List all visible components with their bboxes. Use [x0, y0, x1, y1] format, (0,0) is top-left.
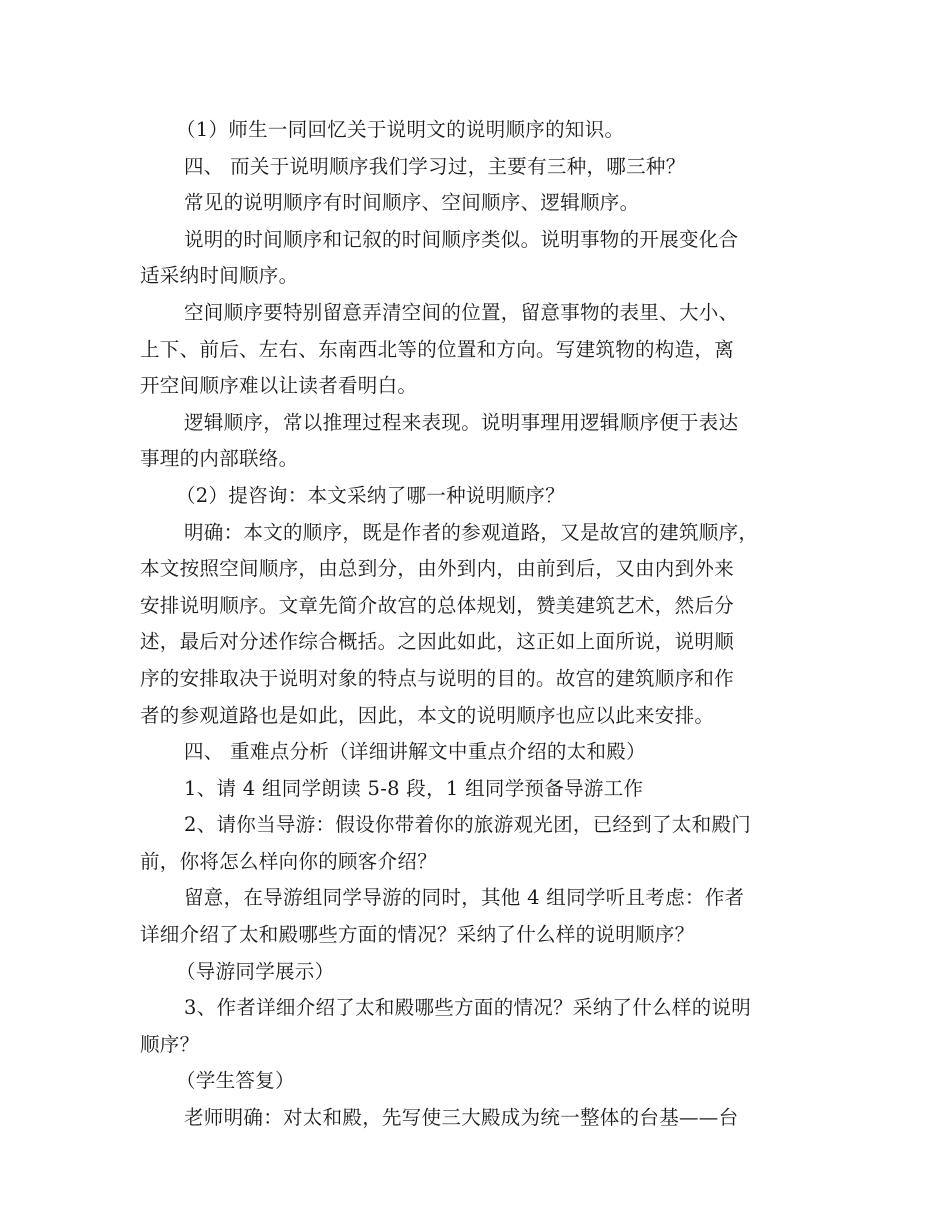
- text-line: 事理的内部联络。: [140, 447, 299, 471]
- text-line: 上下、前后、左右、东南西北等的位置和方向。写建筑物的构造，离: [140, 337, 735, 361]
- text-line: 空间顺序要特别留意弄清空间的位置，留意事物的表里、大小、: [184, 300, 739, 324]
- text-line: （导游同学展示）: [176, 959, 335, 983]
- text-line: 3、作者详细介绍了太和殿哪些方面的情况？采纳了什么样的说明: [184, 996, 752, 1020]
- text-line: 者的参观道路也是如此，因此，本文的说明顺序也应以此来安排。: [140, 703, 715, 727]
- text-line: 逻辑顺序，常以推理过程来表现。说明事理用逻辑顺序便于表达: [184, 410, 739, 434]
- text-line: 说明的时间顺序和记叙的时间顺序类似。说明事物的开展变化合: [184, 227, 739, 251]
- text-line: 2、请你当导游：假设你带着你的旅游观光团，已经到了太和殿门: [184, 813, 752, 837]
- text-line: 四、 重难点分析（详细讲解文中重点介绍的太和殿）: [184, 740, 646, 764]
- text-line: 述，最后对分述作综合概括。之因此如此，这正如上面所说，说明顺: [140, 630, 735, 654]
- text-line: 1、请 4 组同学朗读 5-8 段，1 组同学预备导游工作: [184, 776, 644, 800]
- text-line: 适采纳时间顺序。: [140, 264, 299, 288]
- text-line: 详细介绍了太和殿哪些方面的情况？采纳了什么样的说明顺序？: [140, 923, 695, 947]
- document-body: [140, 112, 812, 1137]
- text-line: 常见的说明顺序有时间顺序、空间顺序、逻辑顺序。: [184, 191, 640, 215]
- text-line: 明确：本文的顺序，既是作者的参观道路，又是故宫的建筑顺序，: [184, 520, 759, 544]
- text-line: （1）师生一同回忆关于说明文的说明顺序的知识。: [176, 118, 625, 141]
- text-line: 老师明确：对太和殿，先写使三大殿成为统一整体的台基——台: [184, 1106, 739, 1130]
- text-line: 顺序？: [140, 1032, 200, 1056]
- text-line: 四、 而关于说明顺序我们学习过，主要有三种，哪三种？: [184, 154, 686, 178]
- text-line: 本文按照空间顺序，由总到分，由外到内，由前到后，又由内到外来: [140, 557, 735, 581]
- text-line: 前，你将怎么样向你的顾客介绍？: [140, 849, 438, 873]
- text-line: （学生答复）: [176, 1069, 295, 1093]
- text-line: 安排说明顺序。文章先简介故宫的总体规划，赞美建筑艺术，然后分: [140, 593, 735, 617]
- text-line: 开空间顺序难以让读者看明白。: [140, 374, 418, 398]
- text-line: （2）提咨询：本文采纳了哪一种说明顺序？: [176, 483, 565, 507]
- text-line: 序的安排取决于说明对象的特点与说明的目的。故宫的建筑顺序和作: [140, 666, 735, 690]
- text-line: 留意，在导游组同学导游的同时，其他 4 组同学听且考虑：作者: [184, 886, 745, 910]
